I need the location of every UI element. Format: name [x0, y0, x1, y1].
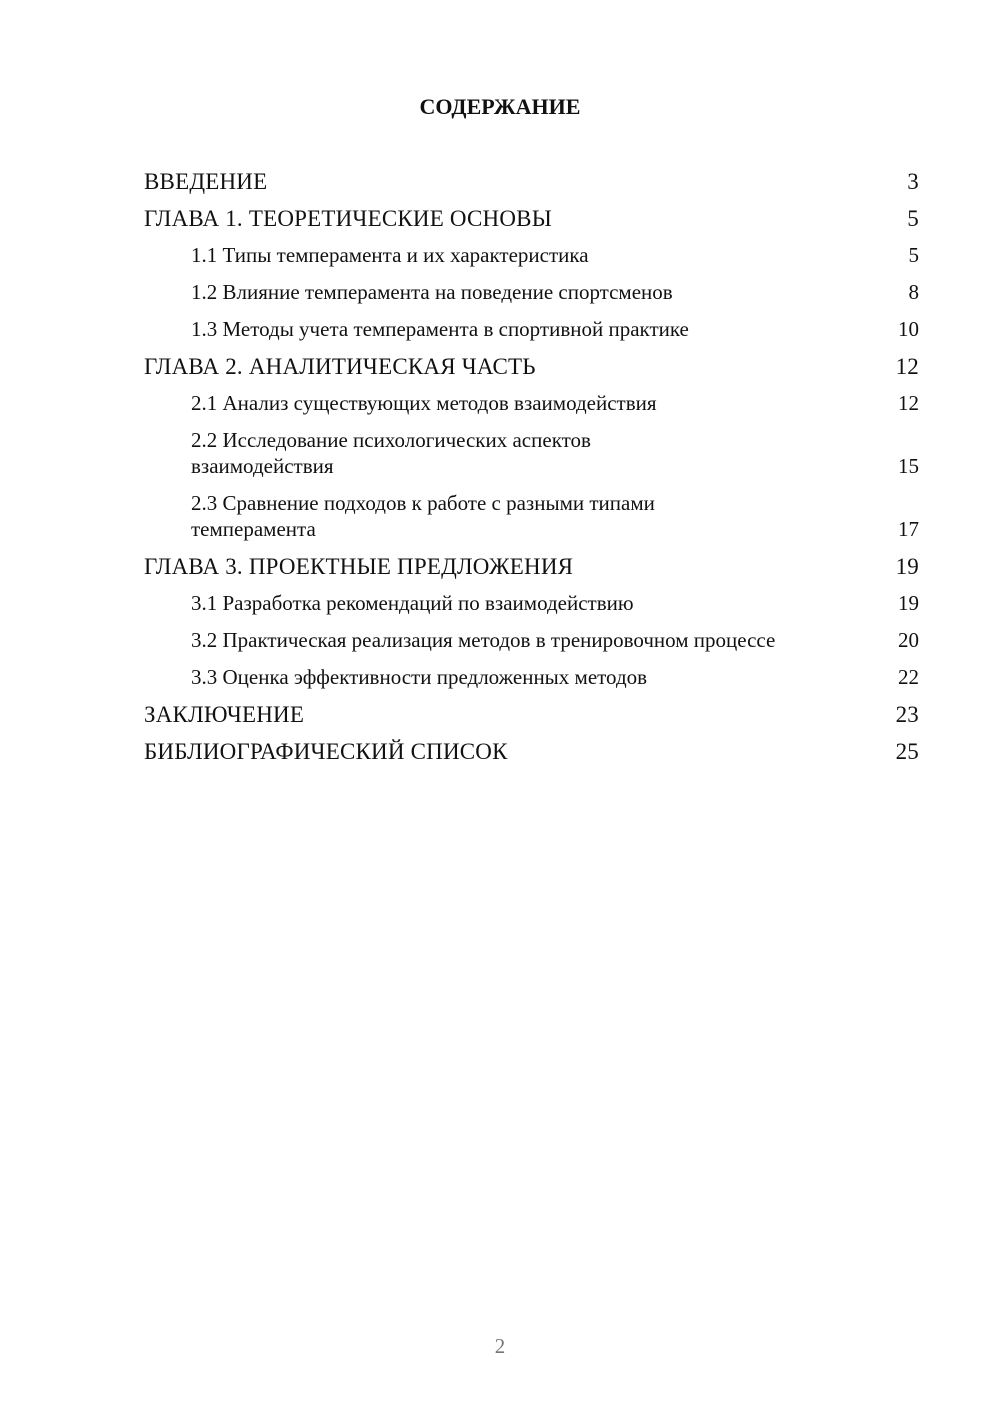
toc-entry-label: 1.3 Методы учета темперамента в спортивной практике [191, 317, 689, 341]
toc-entry-section-1-2 [144, 279, 919, 305]
toc-entry-label: 3.1 Разработка рекомендаций по взаимодействию [191, 591, 634, 615]
toc-entry-chapter-3 [144, 553, 919, 581]
toc-entry-section-1-1 [144, 242, 919, 268]
table-of-contents [144, 168, 919, 775]
toc-entry-section-3-2 [144, 627, 919, 653]
toc-entry-section-2-3 [144, 490, 919, 542]
toc-entry-section-1-3 [144, 316, 919, 342]
toc-entry-page: 17 [898, 517, 919, 541]
toc-entry-page: 12 [895, 354, 919, 379]
toc-entry-label: ГЛАВА 3. ПРОЕКТНЫЕ ПРЕДЛОЖЕНИЯ [144, 554, 574, 579]
toc-entry-page: 5 [907, 206, 919, 231]
toc-entry-page: 19 [895, 554, 919, 579]
document-title: СОДЕРЖАНИЕ [419, 94, 581, 119]
page-number: 2 [494, 1334, 506, 1358]
toc-entry-page: 3 [907, 169, 919, 194]
toc-entry-conclusion [144, 701, 919, 729]
toc-entry-label: ВВЕДЕНИЕ [144, 169, 268, 194]
toc-entry-chapter-2 [144, 353, 919, 381]
toc-entry-label: 3.2 Практическая реализация методов в тренировочном процессе [191, 628, 776, 652]
toc-entry-section-3-3 [144, 664, 919, 690]
toc-entry-page: 10 [898, 317, 919, 341]
toc-entry-label: 2.3 Сравнение подходов к работе с разными типами темперамента [191, 491, 655, 541]
toc-entry-label: ГЛАВА 1. ТЕОРЕТИЧЕСКИЕ ОСНОВЫ [144, 206, 552, 231]
toc-entry-page: 5 [908, 243, 919, 267]
toc-entry-label: 1.1 Типы темперамента и их характеристика [191, 243, 589, 267]
toc-entry-section-3-1 [144, 590, 919, 616]
toc-entry-chapter-1 [144, 205, 919, 233]
toc-entry-page: 23 [895, 702, 919, 727]
toc-entry-section-2-1 [144, 390, 919, 416]
toc-entry-page: 15 [898, 454, 919, 478]
toc-entry-label: 2.2 Исследование психологических аспектов взаимодействия [191, 428, 591, 478]
toc-entry-section-2-2 [144, 427, 919, 479]
toc-entry-label: БИБЛИОГРАФИЧЕСКИЙ СПИСОК [144, 739, 508, 764]
toc-entry-label: ЗАКЛЮЧЕНИЕ [144, 702, 305, 727]
toc-entry-page: 12 [898, 391, 919, 415]
toc-entry-page: 8 [908, 280, 919, 304]
toc-entry-introduction [144, 168, 919, 196]
toc-entry-page: 25 [895, 739, 919, 764]
toc-entry-page: 20 [898, 628, 919, 652]
toc-entry-label: 1.2 Влияние темперамента на поведение спортсменов [191, 280, 673, 304]
toc-entry-label: 3.3 Оценка эффективности предложенных методов [191, 665, 648, 689]
toc-entry-page: 19 [898, 591, 919, 615]
toc-entry-label: 2.1 Анализ существующих методов взаимодействия [191, 391, 657, 415]
toc-entry-bibliography [144, 738, 919, 766]
toc-entry-page: 22 [898, 665, 919, 689]
toc-entry-label: ГЛАВА 2. АНАЛИТИЧЕСКАЯ ЧАСТЬ [144, 354, 536, 379]
